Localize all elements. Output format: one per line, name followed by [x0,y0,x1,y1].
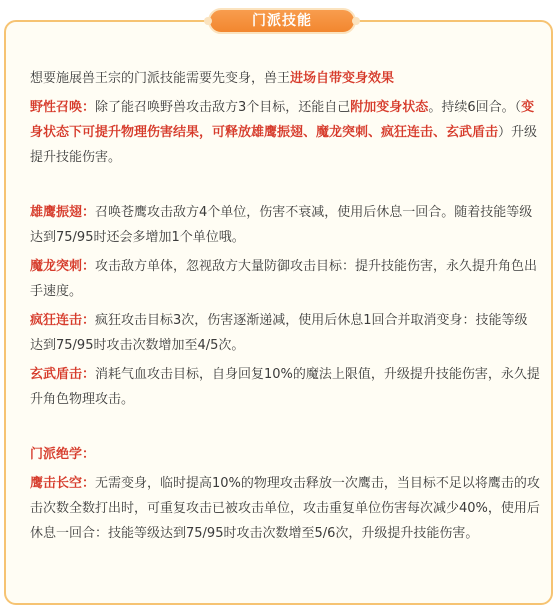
skill-paragraph [30,362,540,412]
ultimate-text: 无需变身，临时提高10%的物理攻击释放一次鹰击，当目标不足以将鹰击的攻击次数全数打出时，可重复攻击已被攻击单位，攻击重复单位伤害每次减少40%，使用后休息一回合：技能等级达到75/95时攻击次数增至5/6次，升级提升技能伤害。 [30,476,540,541]
wild-summon-text-1: 除了能召唤野兽攻击敌方3个目标，还能自己 [95,100,351,115]
skill-paragraph [30,200,540,250]
skill-text: 消耗气血攻击目标，自身回复10%的魔法上限值，升级提升技能伤害，永久提升角色物理攻击。 [30,367,540,407]
wild-summon-text-2: 。持续6回合。（ [428,100,522,115]
spacer [30,174,540,200]
wild-summon-text-3: ）升级提升技能伤害。 [30,125,538,165]
ultimate-paragraph [30,471,540,546]
skill-label: 玄武盾击： [30,367,96,382]
spacer [30,416,540,442]
skill-text: 攻击敌方单体，忽视敌方大量防御攻击目标：提升技能伤害，永久提升角色出手速度。 [30,259,538,299]
skill-text: 疯狂攻击目标3次，伤害逐渐递减，使用后休息1回合并取消变身：技能等级达到75/95时攻击次数增加至4/5次。 [30,313,528,353]
skill-paragraph [30,308,540,358]
intro-text: 想要施展兽王宗的门派技能需要先变身，兽王 [30,71,291,86]
wild-summon-label: 野性召唤： [30,100,96,115]
ultimate-label: 鹰击长空： [30,476,96,491]
skill-text: 召唤苍鹰攻击敌方4个单位，伤害不衰减，使用后休息一回合。随着技能等级达到75/95时还会多增加1个单位哦。 [30,205,533,245]
skill-label: 疯狂连击： [30,313,96,328]
title-banner [208,8,356,34]
skill-label: 雄鹰振翅： [30,205,96,220]
ultimate-heading: 门派绝学： [30,447,96,462]
wild-summon-highlight-1: 附加变身状态 [350,100,429,115]
card-content [30,66,540,550]
skill-label: 魔龙突刺： [30,259,96,274]
page-title: 门派技能 [252,13,312,29]
ultimate-heading-paragraph [30,442,540,467]
skill-paragraph [30,254,540,304]
wild-summon-highlight-2: 变身状态下可提升物理伤害结果，可释放雄鹰振翅、魔龙突刺、疯狂连击、玄武盾击 [30,100,535,140]
skill-card [4,20,553,605]
intro-highlight: 进场自带变身效果 [290,71,395,86]
wild-summon-paragraph [30,95,540,170]
intro-paragraph [30,66,540,91]
